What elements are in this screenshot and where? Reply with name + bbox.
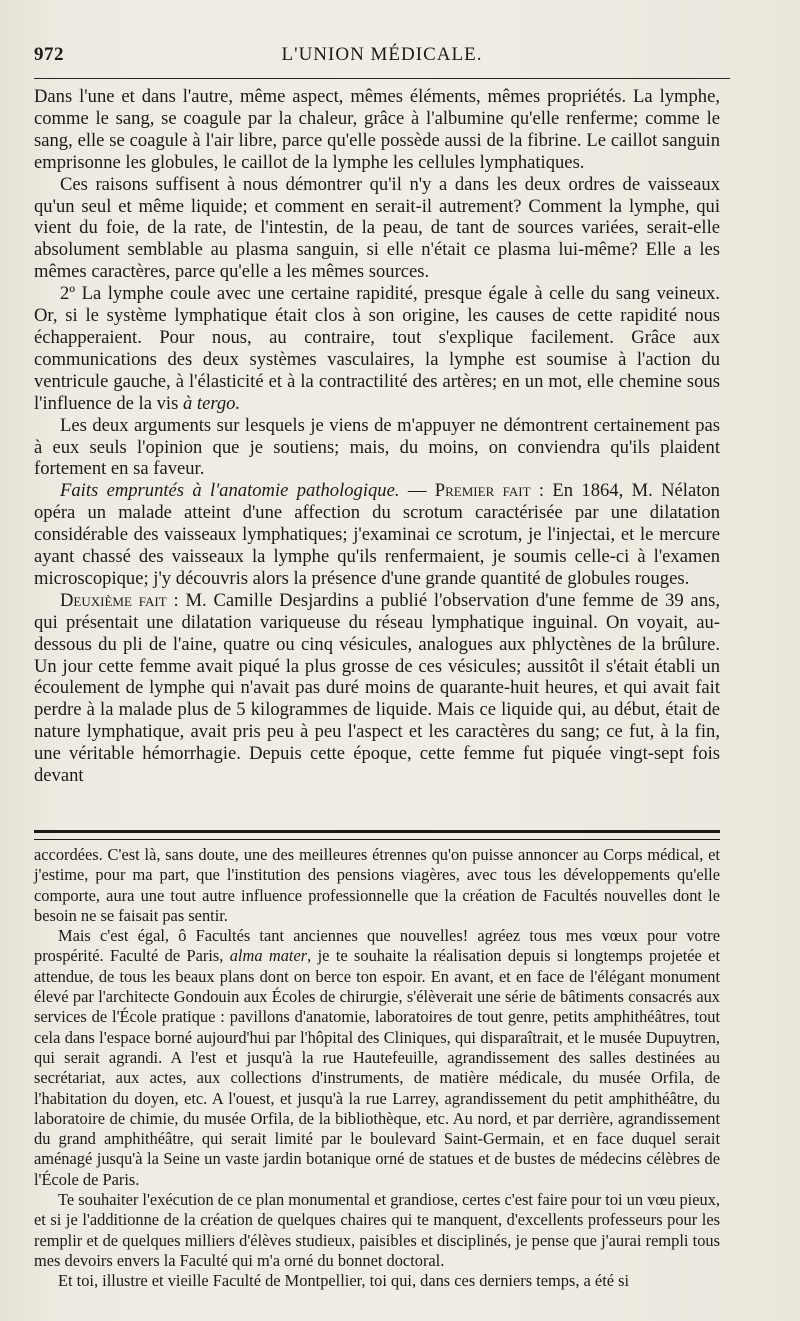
feuilleton-text	[34, 845, 720, 1292]
paragraph: Dans l'une et dans l'autre, même aspect, mêmes éléments, mêmes propriétés. La lymphe, comme le sang, se coagule par la chaleur, grâce à l'albumine qu'elle renferme; comme le sang, elle se coagule à l'air libre, parce qu'elle possède aussi de la fibrine. Le caillot sanguin emprisonne les globules, le caillot de la lymphe les cellules lymphatiques.	[34, 86, 720, 173]
section-separator	[34, 830, 720, 840]
paragraph	[34, 283, 720, 414]
paragraph-text: Mais c'est égal, ô Facultés tant anciennes que nouvelles! agréez tous mes vœux pour votre prospérité. Faculté de Paris,	[34, 926, 720, 966]
latin-phrase: alma mater	[229, 946, 308, 966]
paragraph: Ces raisons suffisent à nous démontrer qu'il n'y a dans les deux ordres de vaisseaux qu'un seul et même liquide; et comment en serait-il autrement? Comment la lymphe, qui vient du foie, de la rate, de l'intestin, de la peau, de tant de sources variées, serait-elle absolument semblable au plasma sanguin, si elle n'était ce plasma lui-même? Elle a les mêmes caractères, parce qu'elle a les mêmes sources.	[34, 173, 720, 283]
paragraph: Te souhaiter l'exécution de ce plan monumental et grandiose, certes c'est faire pour toi un vœu pieux, et si je l'additionne de la création de quelques chaires qui te manquent, d'excellents professeurs pour les remplir et de quelques milliers d'élèves studieux, paisibles et disciplinés, je pense que j'aurai rempli tous mes devoirs envers la Faculté qui m'a orné du bonnet doctoral.	[34, 1190, 720, 1270]
paragraph	[34, 480, 720, 590]
main-text	[34, 86, 720, 787]
case-label: Premier fait	[434, 480, 531, 502]
dash: —	[399, 480, 435, 502]
page-number: 972	[34, 44, 64, 65]
paragraph-text: , je te souhaite la réalisation depuis si longtemps projetée et attendue, de tous les beaux plans dont on berce ton espoir. En avant, et en face de l'élégant monument élevé par l'architecte Gondouin aux Écoles de chirurgie, s'élèverait une série de bâtiments consacrés aux services de l'École pratique : pavillons d'anatomie, laboratoires de tout genre, petits amphithéâtres, tout cela dans l'espace borné aujourd'hui par l'hôpital des Cliniques, qui disparaîtrait, et le musée Dupuytren, qui serait agrandi. A l'est et jusqu'à la rue Hautefeuille, agrandissement des salles destinées au secrétariat, aux actes, aux collections d'instruments, de matière médicale, du musée Orfila, de l'habitation du doyen, etc. A l'ouest, et jusqu'à la rue Larrey, agrandissement du petit amphithéâtre, du laboratoire de chimie, du musée Orfila, de la bibliothèque, etc. Au nord, et par derrière, agrandissement du grand amphithéâtre, qui serait limité par le boulevard Saint-Germain, et en face duquel serait aménagé jusqu'à la Seine un vaste jardin botanique orné de statues et de bustes de médecins célèbres de l'École de Paris.	[34, 946, 720, 1189]
paragraph: Et toi, illustre et vieille Faculté de Montpellier, toi qui, dans ces derniers temps, a été si	[58, 1271, 630, 1291]
section-heading: Faits empruntés à l'anatomie pathologique.	[60, 480, 400, 502]
page-header	[34, 44, 730, 68]
header-rule	[34, 78, 730, 79]
case-label: Deuxième fait	[60, 589, 167, 611]
paragraph: accordées. C'est là, sans doute, une des meilleures étrennes qu'on puisse annoncer au Corps médical, et j'estime, pour ma part, que l'institution des pensions viagères, avec tous les développements qu'elle comporte, aura une tout autre influence professionnelle que la création de Facultés nouvelles dont le besoin ne se faisait pas sentir.	[34, 845, 720, 925]
paragraph	[34, 926, 720, 1190]
paragraph-text: 2º La lymphe coule avec une certaine rapidité, presque égale à celle du sang veineux. Or, si le système lymphatique était clos à son origine, les causes de cette rapidité nous échapperaient. Pour nous, au contraire, tout s'explique facilement. Grâce aux communications des deux systèmes vasculaires, la lymphe est soumise à l'action du ventricule gauche, à l'élasticité et à la contractilité des artères; en un mot, elle chemine sous l'influence de la vis	[34, 283, 720, 414]
paragraph	[34, 590, 720, 787]
paragraph-text: : En 1864, M. Nélaton opéra un malade atteint d'une affection du scrotum caractérisée par une dilatation considérable des vaisseaux lymphatiques; j'examinai ce scrotum, je l'injectai, et le mercure ayant chassé des vaisseaux la lymphe qu'ils renfermaient, je soumis celle-ci à l'examen microscopique; j'y découvris alors la présence d'une grande quantité de globules rouges.	[34, 480, 720, 589]
running-title: L'UNION MÉDICALE.	[281, 44, 483, 65]
paragraph-text: : M. Camille Desjardins a publié l'observation d'une femme de 39 ans, qui présentait une dilatation variqueuse du réseau lymphatique inguinal. On voyait, au-dessous du pli de l'aine, quatre ou cinq vésicules, analogues aux phlyctènes de la brûlure. Un jour cette femme avait piqué la plus grosse de ces vésicules; aussitôt il s'était établi un écoulement de lymphe qui n'avait pas duré moins de quarante-huit heures, et qui avait fait perdre à la malade plus de 5 kilogrammes de liquide. Mais ce liquide qui, au début, était de nature lymphatique, avait pris peu à peu l'aspect et les caractères du sang; ce fut, à la fin, une véritable hémorrhagie. Depuis cette époque, cette femme fut piquée vingt-sept fois devant	[34, 589, 720, 787]
latin-phrase: à tergo.	[182, 392, 241, 414]
paragraph: Les deux arguments sur lesquels je viens de m'appuyer ne démontrent certainement pas à eux seuls l'opinion que je soutiens; mais, du moins, on conviendra qu'ils plaident fortement en sa faveur.	[34, 414, 720, 480]
